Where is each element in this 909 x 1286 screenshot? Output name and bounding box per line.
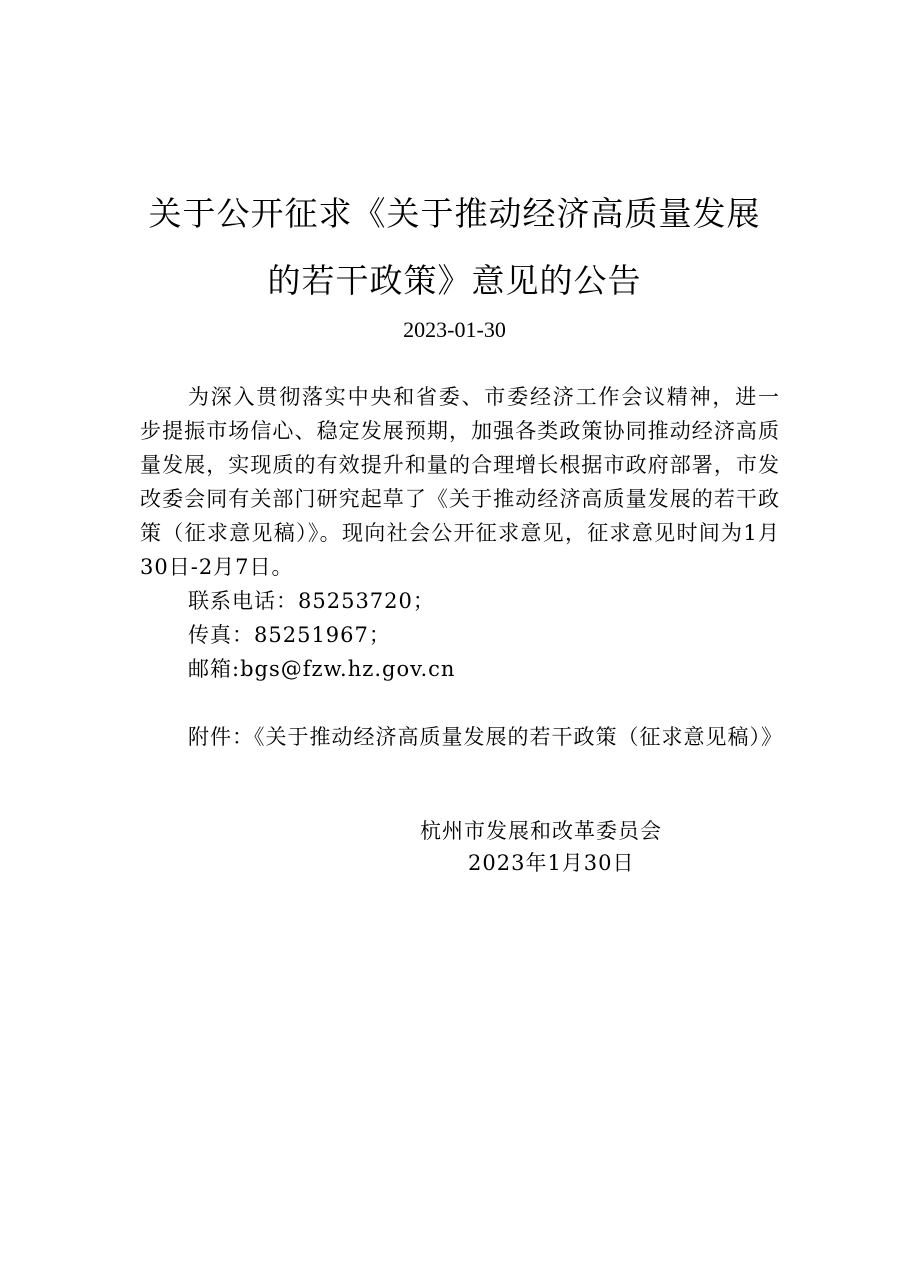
spacer (140, 686, 780, 720)
document-body (140, 380, 783, 754)
contact-phone: 联系电话：85253720； (188, 589, 435, 613)
document-title-line-1: 关于公开征求《关于推动经济高质量发展 (148, 194, 761, 233)
contact-fax: 传真：85251967； (188, 623, 391, 647)
signature-organization: 杭州市发展和改革委员会 (420, 819, 662, 843)
signature-block (420, 815, 690, 879)
document-title-line-2: 的若干政策》意见的公告 (267, 261, 642, 300)
publish-date: 2023-01-30 (403, 317, 506, 342)
main-paragraph: 为深入贯彻落实中央和省委、市委经济工作会议精神，进一步提振市场信心、稳定发展预期，加强各类政策协同推动经济高质量发展，实现质的有效提升和量的合理增长根据市政府部署，市发改委会同有关部门研究起草了《关于推动经济高质量发展的若干政策（征求意见稿）》。现向社会公开征求意见，征求意见时间为1月30日-2月7日。 (140, 385, 780, 579)
signature-date: 2023年1月30日 (468, 851, 635, 875)
attachment-note: 附件：《关于推动经济高质量发展的若干政策（征求意见稿）》 (188, 725, 783, 749)
contact-email: 邮箱:bgs@fzw.hz.gov.cn (188, 657, 456, 681)
